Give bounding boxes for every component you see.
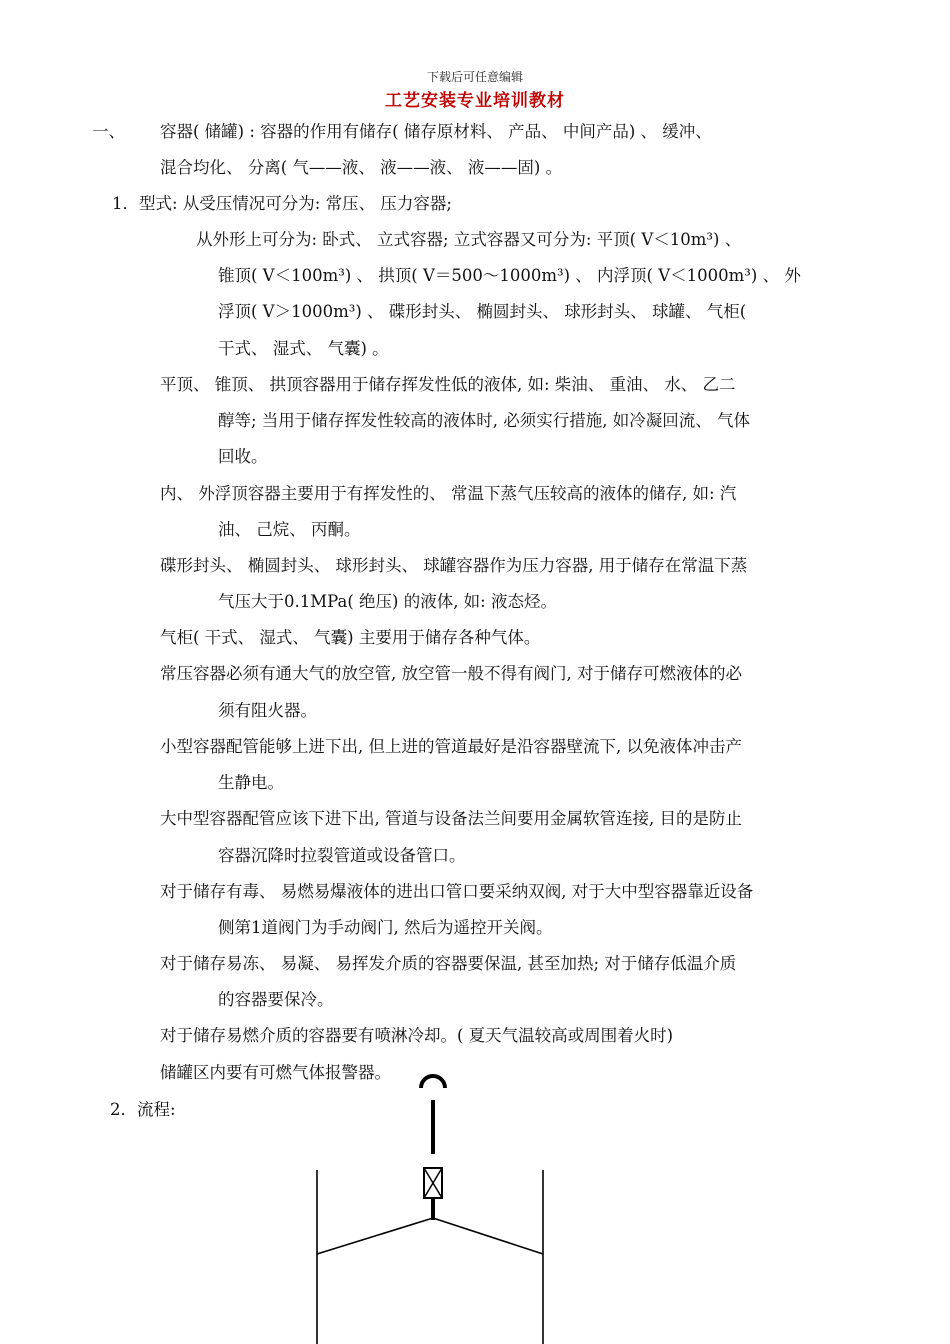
para4-line1: 气柜( 干式、 湿式、 气囊) 主要用于储存各种气体。	[160, 628, 541, 647]
para1-line2: 醇等; 当用于储存挥发性较高的液体时, 必须实行措施, 如冷凝回流、 气体	[218, 411, 751, 430]
para9-line1: 对于储存易冻、 易凝、 易挥发介质的容器要保温, 甚至加热; 对于储存低温介质	[160, 954, 737, 973]
para2-line2: 油、 己烷、 丙酮。	[218, 520, 361, 539]
para10-line1: 对于储存易燃介质的容器要有喷淋冷却。( 夏天气温较高或周围着火时)	[160, 1026, 674, 1045]
para8-line1: 对于储存有毒、 易燃易爆液体的进出口管口要采纳双阀, 对于大中型容器靠近设备	[160, 882, 754, 901]
item1-line3: 锥顶( V＜100m³) 、 拱顶( V＝500～1000m³) 、 内浮顶( V＜1000m³) 、 外	[218, 266, 801, 285]
para5-line1: 常压容器必须有通大气的放空管, 放空管一般不得有阀门, 对于储存可燃液体的必	[160, 664, 742, 683]
para9-line2: 的容器要保冷。	[218, 990, 334, 1009]
vent-gooseneck	[421, 1076, 445, 1088]
para3-line1: 碟形封头、 椭圆封头、 球形封头、 球罐容器作为压力容器, 用于储存在常温下蒸	[160, 556, 748, 575]
section-text-line2: 混合均化、 分离( 气——液、 液——液、 液——固) 。	[160, 158, 563, 177]
section-text-line1: 容器( 储罐) : 容器的作用有储存( 储存原材料、 产品、 中间产品) 、 缓冲、	[160, 122, 712, 141]
item1-line4: 浮顶( V＞1000m³) 、 碟形封头、 椭圆封头、 球形封头、 球罐、 气柜(	[218, 302, 747, 321]
para5-line2: 须有阻火器。	[218, 701, 317, 720]
item2-label: 2．流程:	[110, 1100, 176, 1119]
para7-line1: 大中型容器配管应该下进下出, 管道与设备法兰间要用金属软管连接, 目的是防止	[160, 809, 742, 828]
para6-line1: 小型容器配管能够上进下出, 但上进的管道最好是沿容器壁流下, 以免液体冲击产	[160, 737, 742, 756]
tank-roof-left	[317, 1218, 433, 1254]
tank-flow-diagram	[300, 1060, 560, 1344]
item1-line1: 1．型式: 从受压情况可分为: 常压、 压力容器;	[112, 194, 452, 213]
document-title: 工艺安装专业培训教材	[385, 91, 565, 111]
para1-line3: 回收。	[218, 447, 268, 466]
para6-line2: 生静电。	[218, 773, 284, 792]
item1-line2: 从外形上可分为: 卧式、 立式容器; 立式容器又可分为: 平顶( V＜10m³) 、	[196, 230, 742, 249]
section-number: 一、	[92, 122, 125, 141]
para11-line1: 储罐区内要有可燃气体报警器。	[160, 1063, 391, 1082]
para2-line1: 内、 外浮顶容器主要用于有挥发性的、 常温下蒸气压较高的液体的储存, 如: 汽	[160, 484, 737, 503]
para3-line2: 气压大于0.1MPa( 绝压) 的液体, 如: 液态烃。	[218, 592, 557, 611]
tank-roof-right	[433, 1218, 543, 1254]
item1-line5: 干式、 湿式、 气囊) 。	[218, 339, 389, 358]
para7-line2: 容器沉降时拉裂管道或设备管口。	[218, 846, 466, 865]
para8-line2: 侧第1道阀门为手动阀门, 然后为遥控开关阀。	[218, 918, 553, 937]
para1-line1: 平顶、 锥顶、 拱顶容器用于储存挥发性低的液体, 如: 柴油、 重油、 水、 乙二	[160, 375, 736, 394]
download-note: 下载后可任意编辑	[426, 70, 523, 84]
